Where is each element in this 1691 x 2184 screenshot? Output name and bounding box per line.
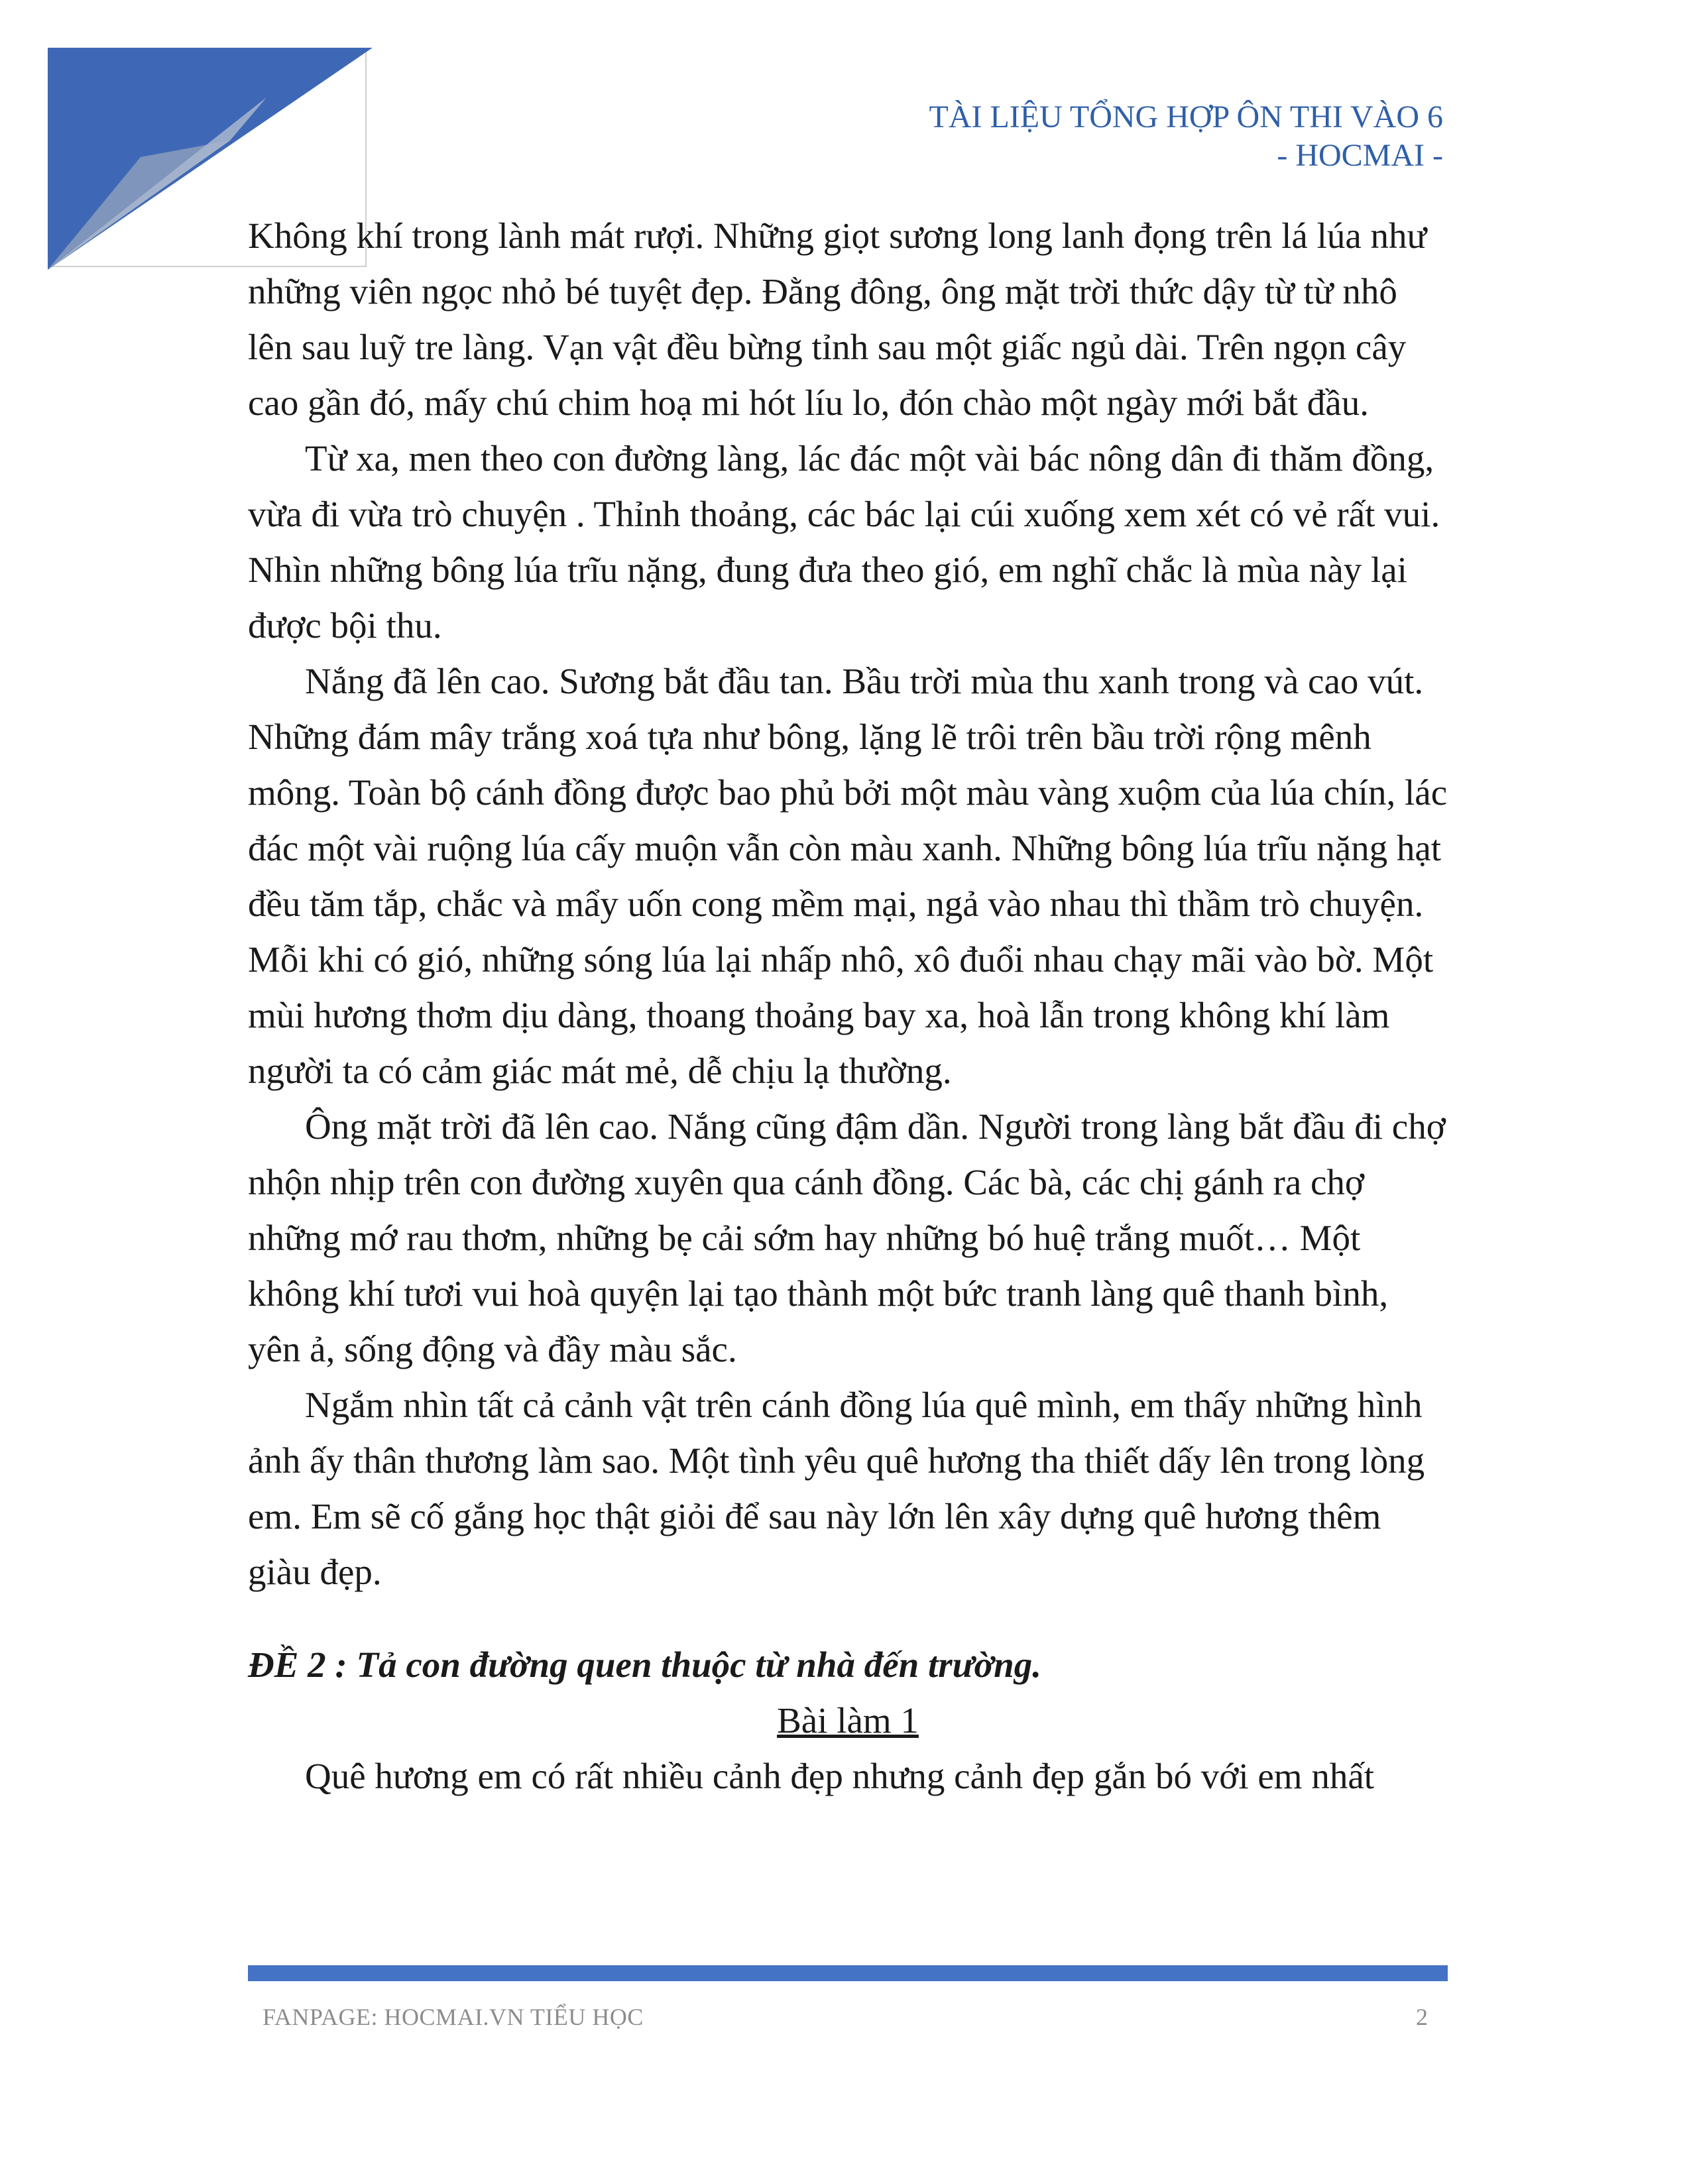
section-heading: ĐỀ 2 : Tả con đường quen thuộc từ nhà đến trường. bbox=[248, 1644, 1041, 1685]
footer-fanpage: FANPAGE: HOCMAI.VN TIỂU HỌC bbox=[262, 2004, 644, 2030]
section-subheading: Bài làm 1 bbox=[777, 1700, 919, 1741]
section-intro: Quê hương em có rất nhiều cảnh đẹp nhưng cảnh đẹp gắn bó với em nhất bbox=[305, 1756, 1375, 1796]
header-subtitle: - HOCMAI - bbox=[1277, 138, 1443, 173]
page-number: 2 bbox=[1416, 2004, 1428, 2030]
paragraph-5: Ngắm nhìn tất cả cảnh vật trên cánh đồng lúa quê mình, em thấy những hình ảnh ấy thân thương làm sao. Một tình yêu quê hương tha thiết dấy lên trong lòng em. Em sẽ cố gắng học thật giỏi để sau này lớn lên xây dựng quê hương thêm giàu đẹp. bbox=[248, 1385, 1425, 1592]
document-body bbox=[248, 208, 1448, 1804]
header-title: TÀI LIỆU TỔNG HỢP ÔN THI VÀO 6 bbox=[929, 99, 1443, 135]
document-header bbox=[929, 98, 1444, 175]
paragraph-1: Không khí trong lành mát rượi. Những giọt sương long lanh đọng trên lá lúa như những viên ngọc nhỏ bé tuyệt đẹp. Đằng đông, ông mặt trời thức dậy từ từ nhô lên sau luỹ tre làng. Vạn vật đều bừng tỉnh sau một giấc ngủ dài. Trên ngọn cây cao gần đó, mấy chú chim hoạ mi hót líu lo, đón chào một ngày mới bắt đầu. bbox=[248, 215, 1427, 423]
paragraph-4: Ông mặt trời đã lên cao. Nắng cũng đậm dần. Người trong làng bắt đầu đi chợ nhộn nhịp trên con đường xuyên qua cánh đồng. Các bà, các chị gánh ra chợ những mớ rau thơm, những bẹ cải sớm hay những bó huệ trắng muốt… Một không khí tươi vui hoà quyện lại tạo thành một bức tranh làng quê thanh bình, yên ả, sống động và đầy màu sắc. bbox=[248, 1106, 1446, 1369]
footer-divider bbox=[248, 1965, 1448, 1981]
paragraph-3: Nắng đã lên cao. Sương bắt đầu tan. Bầu trời mùa thu xanh trong và cao vút. Những đám mây trắng xoá tựa như bông, lặng lẽ trôi trên bầu trời rộng mênh mông. Toàn bộ cánh đồng được bao phủ bởi một màu vàng xuộm của lúa chín, lác đác một vài ruộng lúa cấy muộn vẫn còn màu xanh. Những bông lúa trĩu nặng hạt đều tăm tắp, chắc và mẩy uốn cong mềm mại, ngả vào nhau thì thầm trò chuyện. Mỗi khi có gió, những sóng lúa lại nhấp nhô, xô đuổi nhau chạy mãi vào bờ. Một mùi hương thơm dịu dàng, thoang thoảng bay xa, hoà lẫn trong không khí làm người ta có cảm giác mát mẻ, dễ chịu lạ thường. bbox=[248, 661, 1448, 1091]
paragraph-2: Từ xa, men theo con đường làng, lác đác một vài bác nông dân đi thăm đồng, vừa đi vừa trò chuyện . Thỉnh thoảng, các bác lại cúi xuống xem xét có vẻ rất vui. Nhìn những bông lúa trĩu nặng, đung đưa theo gió, em nghĩ chắc là mùa này lại được bội thu. bbox=[248, 438, 1440, 646]
